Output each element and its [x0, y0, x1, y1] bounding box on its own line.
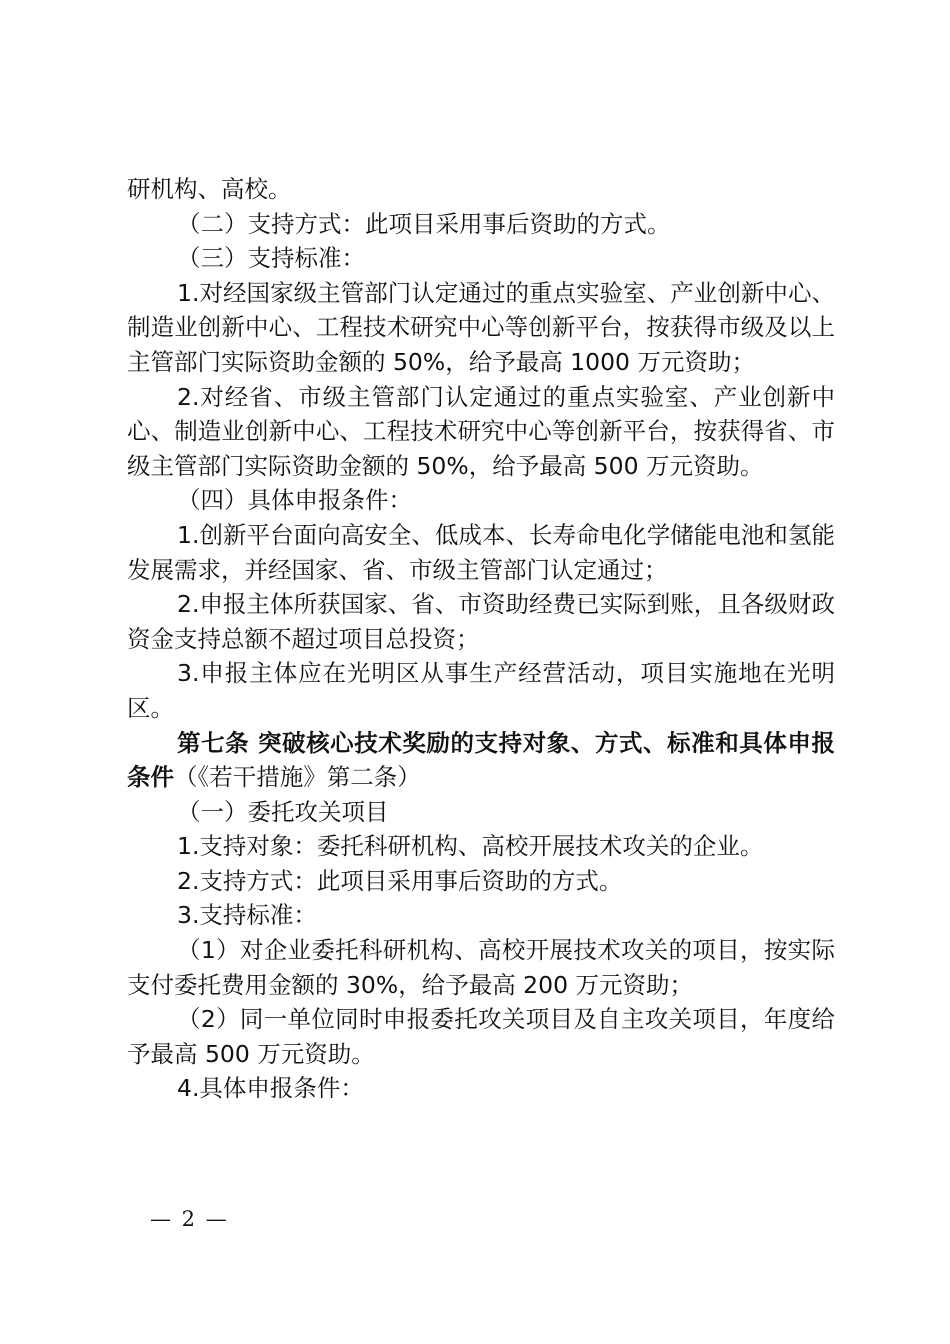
- paragraph-support-method-2: 2.支持方式：此项目采用事后资助的方式。: [177, 866, 623, 895]
- paragraph-condition-2: 2.申报主体所获国家、省、市资助经费已实际到账，且各级财政资金支持总额不超过项目总投资；: [127, 590, 835, 653]
- paragraph-standard-provincial: 2.对经省、市级主管部门认定通过的重点实验室、产业创新中心、制造业创新中心、工程技术研究中心等创新平台，按获得省、市级主管部门实际资助金额的 50%，给予最高 500 万元资助。: [127, 382, 835, 480]
- paragraph-conditions-heading: （四）具体申报条件：: [177, 486, 412, 515]
- document-body: [127, 172, 835, 1106]
- paragraph-condition-3: 3.申报主体应在光明区从事生产经营活动，项目实施地在光明区。: [127, 659, 835, 722]
- article-heading-bold: 第七条 突破核心技术奖励的支持对象、方式、标准和具体申报条件: [127, 728, 835, 792]
- paragraph-support-standard: （三）支持标准：: [177, 244, 365, 273]
- paragraph-support-standard-2: 3.支持标准：: [177, 901, 317, 930]
- paragraph-continuation: 研机构、高校。: [127, 175, 292, 203]
- paragraph-standard-item-1: （1）对企业委托科研机构、高校开展技术攻关的项目，按实际支付委托费用金额的 30%，给予最高 200 万元资助；: [127, 936, 835, 999]
- paragraph-condition-1: 1.创新平台面向高安全、低成本、长寿命电化学储能电池和氢能发展需求，并经国家、省、市级主管部门认定通过；: [127, 520, 835, 584]
- paragraph-commission-heading: （一）委托攻关项目: [177, 797, 389, 826]
- paragraph-conditions-heading-2: 4.具体申报条件：: [177, 1074, 364, 1103]
- article-heading-reference: （《若干措施》第二条）: [174, 763, 421, 792]
- paragraph-standard-national: 1.对经国家级主管部门认定通过的重点实验室、产业创新中心、制造业创新中心、工程技术研究中心等创新平台，按获得市级及以上主管部门实际资助金额的 50%，给予最高 1000 万元资助；: [127, 278, 835, 376]
- page-number: — 2 —: [150, 1207, 229, 1231]
- paragraph-support-method: （二）支持方式：此项目采用事后资助的方式。: [177, 209, 671, 238]
- paragraph-support-target: 1.支持对象：委托科研机构、高校开展技术攻关的企业。: [177, 832, 764, 861]
- article-heading: [127, 726, 835, 795]
- paragraph-standard-item-2: （2）同一单位同时申报委托攻关项目及自主攻关项目，年度给予最高 500 万元资助。: [127, 1005, 835, 1068]
